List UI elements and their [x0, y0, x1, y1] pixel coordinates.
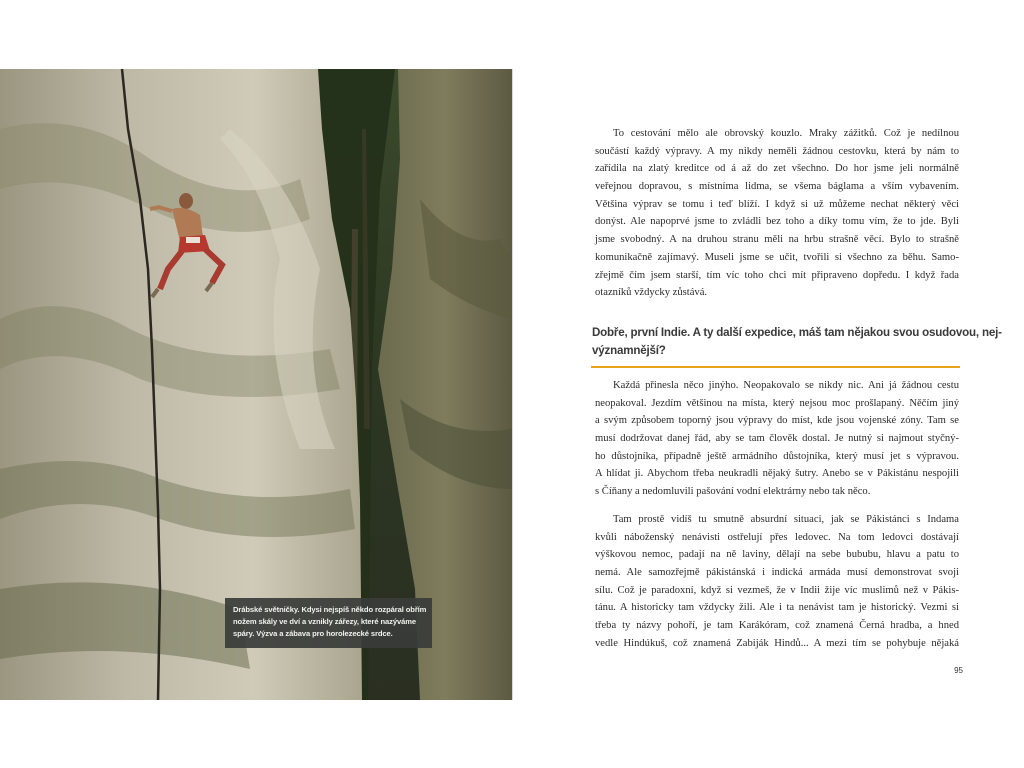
paragraph-3 — [595, 511, 959, 653]
text-line: tánu. A historicky tam vždycky žili. Ale i ta nenávist tam je historický. Vezmi si — [595, 602, 959, 614]
text-line: sílu. Což je paradoxní, když si vezmeš, že v Indii žije víc muslimů než v Pákis- — [595, 584, 959, 596]
text-line: Tam prostě vidíš tu smutně absurdní situaci, jak se Pákistánci s Indama — [613, 514, 959, 525]
text-line: komunikačně zajímavý. Museli jsme se učit, tvořili si všechno za běhu. Samo- — [595, 251, 959, 263]
text-line: zřejmě čím jsem starší, tím víc toho chci mít připraveno dopředu. I když řada — [595, 269, 959, 281]
text-line: donýst. Ale napoprvé jsme to zvládli bez toho a díky tomu vím, že to jde. Byli — [595, 216, 959, 228]
text-line: jsme svobodný. A na druhou stranu měli na hrbu strašně věcí. Bylo to strašně — [595, 234, 959, 246]
question-line: významnější? — [592, 343, 666, 357]
text-page — [512, 69, 1024, 700]
text-line: To cestování mělo ale obrovský kouzlo. Mraky zážitků. Což je nedílnou — [613, 128, 959, 139]
text-line: kvůli náboženský nenávisti ostřelují přes ledovec. Na tom ledovci dostávají — [595, 531, 959, 543]
text-line: A hlídat ji. Abychom třeba neukradli nějaký šutry. Anebo se v Pákistánu nespojili — [595, 468, 959, 480]
text-line: zařídila na zlatý kreditce od á až do zet všechno. Do hor jsme jeli normálně — [595, 163, 959, 175]
paragraph-2 — [595, 377, 959, 501]
text-line: s Číňany a nedomluvili pašování vodní elektrárny nebo tak něco. — [595, 486, 871, 498]
interview-question — [592, 322, 1002, 362]
text-line: Většina výprav se tomu i teď blíží. I když si už můžeme nechat některý věci — [595, 198, 959, 210]
photo-page — [0, 69, 512, 700]
text-line: výškovou nemoc, padají na ně laviny, dělají na sebe bububu, hlavu a patu to — [595, 549, 959, 561]
text-line: neopakoval. Jezdím většinou na místa, který nejsou moc prošlapaný. Něčím jiný — [595, 397, 959, 409]
text-line: a svým způsobem toporný jsou výpravy do míst, kde jsou vojenské zóny. Tam se — [595, 415, 959, 427]
paragraph-1 — [595, 125, 959, 302]
question-line: Dobře, první Indie. A ty další expedice, máš tam nějakou svou osudovou, nej- — [592, 326, 1002, 339]
text-line: veřejnou dopravou, s místníma lidma, se všema báglama a vším vybavením. — [595, 181, 959, 193]
page-number: 95 — [954, 666, 963, 675]
text-line: ho důstojníka, případně ještě armádního důstojníka, který musí jet s výpravou. — [595, 450, 959, 462]
caption-line: spáry. Výzva a zábava pro horolezecké srdce. — [233, 629, 393, 638]
caption-line: nožem skály ve dví a vznikly zářezy, které nazýváme — [233, 617, 417, 626]
page-gutter — [512, 69, 513, 700]
photo-caption — [225, 598, 432, 648]
text-line: Každá přinesla něco jinýho. Neopakovalo se nikdy nic. Ani já žádnou cestu — [613, 380, 959, 391]
text-line: součástí každý výpravy. A my nikdy neměli žádnou cestovku, která by nám to — [595, 145, 959, 157]
accent-rule — [591, 366, 960, 368]
text-line: nemá. Ale samozřejmě pákistánská i indická armáda musí demonstrovat svoji — [595, 567, 959, 579]
text-line: vedle Hindúkuš, což znamená Zabiják Hindů... A mezi tím se pohybuje nějaká — [595, 637, 959, 649]
text-line: otazníků vždycky zůstává. — [595, 287, 708, 299]
text-line: musí dodržovat danej řád, aby se tam člověk dostal. Je nutný si najmout styčný- — [595, 433, 959, 445]
text-line: třeba ty názvy pohoří, je tam Karákóram, což znamená Černá hradba, a hned — [595, 620, 959, 632]
caption-line: Drábské světničky. Kdysi nejspíš někdo rozpáral obřím — [233, 605, 427, 614]
